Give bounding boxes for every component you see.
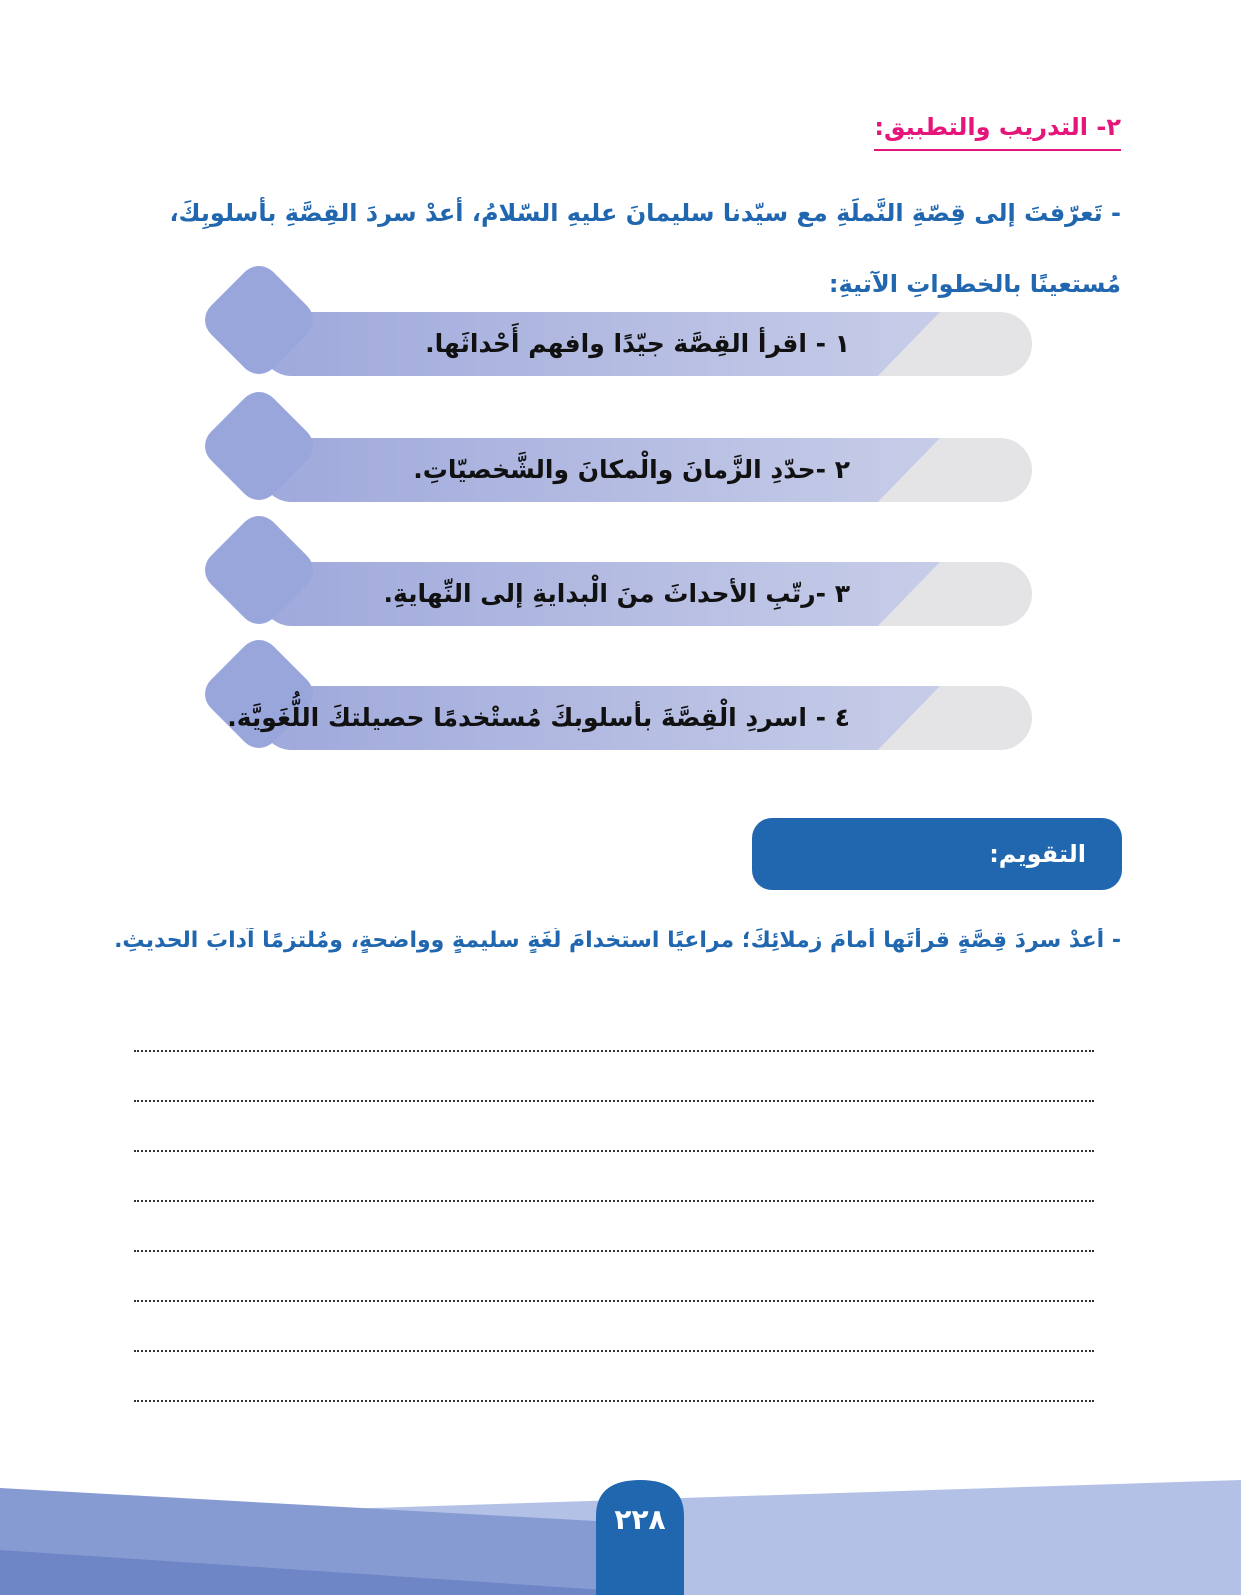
answer-line[interactable]	[134, 1352, 1094, 1402]
evaluation-prompt: - أعدْ سردَ قِصَّةٍ قرأتَها أمامَ زملائِكَ؛ مراعيًا استخدامَ لُغَةٍ سليمةٍ وواضحةٍ، ومُلتزمًا آدابَ الحديثِ.	[114, 928, 1121, 953]
step-label: ٢ -حدّدِ الزَّمانَ والْمكانَ والشَّخصيّاتِ.	[413, 455, 850, 484]
step-2	[200, 384, 1040, 510]
step-label: ٤ - اسردِ الْقِصَّةَ بأسلوبكَ مُستْخدمًا حصيلتكَ اللُّغَويَّة.	[227, 703, 850, 732]
answer-line[interactable]	[134, 1102, 1094, 1152]
step-3	[200, 508, 1040, 634]
step-4	[200, 632, 1040, 758]
page-footer	[0, 1480, 1241, 1595]
answer-line[interactable]	[134, 1202, 1094, 1252]
evaluation-header	[752, 818, 1122, 890]
step-1	[200, 258, 1040, 384]
answer-line[interactable]	[134, 1152, 1094, 1202]
answer-line[interactable]	[134, 1302, 1094, 1352]
page-number: ٢٢٨	[614, 1503, 666, 1536]
step-label: ١ - اقرأ القِصَّة جيّدًا وافهم أَحْداثَها.	[425, 329, 850, 358]
answer-line[interactable]	[134, 1002, 1094, 1052]
answer-line[interactable]	[134, 1052, 1094, 1102]
section-heading: ٢- التدريب والتطبيق:	[874, 112, 1121, 151]
intro-paragraph: - تَعرّفتَ إلى قِصّةِ النَّملَةِ مع سيّدنا سليمانَ عليهِ السّلامُ، أعدْ سردَ القِصَّةِ بأسلوبِكَ، مُستعينًا بالخطواتِ الآتيةِ:	[169, 199, 1121, 298]
step-label: ٣ -رتّبِ الأحداثَ منَ الْبدايةِ إلى النِّهايةِ.	[383, 579, 850, 608]
answer-line[interactable]	[134, 1252, 1094, 1302]
evaluation-title: التقويم:	[989, 840, 1086, 868]
answer-lines	[134, 1002, 1094, 1402]
